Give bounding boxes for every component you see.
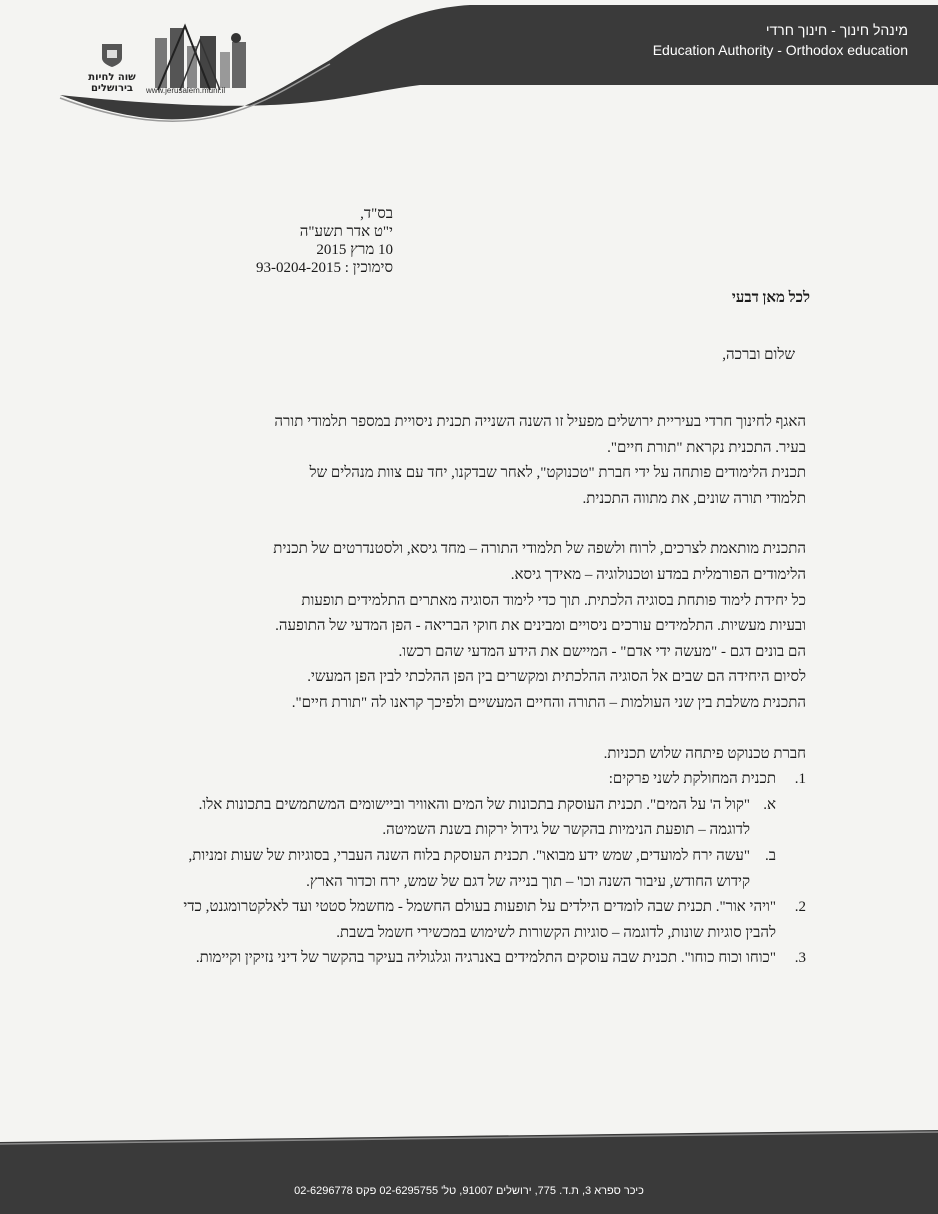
paragraph-approach bbox=[168, 537, 806, 716]
paragraph-line: התכנית משלבת בין שני העולמות – התורה והחיים המעשיים ולפיכך קראנו לה "תורת חיים". bbox=[291, 694, 806, 711]
programs-intro: חברת טכנוקט פיתחה שלוש תכניות. bbox=[603, 745, 806, 762]
program-text: "כוחו וכוח כוחו". תכנית שבה עוסקים התלמידים באנרגיה וגלגוליה בעיקר בהקשר של דיני נזיקין וקיימות. bbox=[195, 950, 776, 967]
paragraph-line: האגף לחינוך חרדי בעיריית ירושלים מפעיל זו השנה השנייה תכנית ניסויית במספר תלמודי תורה bbox=[274, 414, 806, 430]
letter-meta bbox=[173, 205, 393, 277]
footer-band bbox=[0, 1130, 938, 1214]
subitem-text: "עשה ירח למועדים, שמש ידע מבואו". תכנית העוסקת בלוח השנה העברי, בסוגיות של שעות זמניות, קידוש החודש, עיבור השנה וכו' – תוך בנייה של דגם של שמש, ירח וכדור הארץ. bbox=[188, 847, 750, 890]
paragraph-line: התכנית מותאמת לצרכים, לרוח ולשפה של תלמודי התורה – מחד גיסא, ולסטנדרטים של תכנית bbox=[273, 541, 806, 558]
jerusalem-emblem bbox=[88, 42, 136, 94]
program-item bbox=[168, 895, 806, 946]
program-item bbox=[168, 767, 806, 895]
emblem-caption: שוה לחיות בירושלים bbox=[88, 72, 136, 94]
program-text: תכנית המחולקת לשני פרקים: bbox=[608, 771, 776, 788]
greeting: שלום וברכה, bbox=[722, 347, 795, 363]
subitem-letter: א. bbox=[763, 796, 776, 813]
header-org-english: Education Authority - Orthodox education bbox=[652, 42, 908, 58]
footer-address: כיכר ספרא 3, ת.ד. 775, ירושלים 91007, טל' 02-6295755 פקס 02-6296778 bbox=[294, 1185, 644, 1197]
addressee: לכל מאן דבעי bbox=[731, 290, 810, 306]
letter-body bbox=[168, 410, 806, 972]
bsd-text: בס"ד, bbox=[360, 206, 393, 222]
paragraph-line: הם בונים דגם - "מעשה ידי אדם" - המיישם את הידע המדעי שהם רכשו. bbox=[398, 643, 806, 660]
paragraph-line: כל יחידת לימוד פותחת בסוגיה הלכתית. תוך כדי לימוד הסוגיה מאתרים התלמידים תופעות bbox=[301, 592, 806, 609]
paragraph-line: תכנית הלימודים פותחה על ידי חברת "טכנוקט", לאחר שבדקנו, יחד עם צוות מנהלים של bbox=[309, 465, 806, 482]
subitem-text: "קול ה' על המים". תכנית העוסקת בתכונות של המים והאוויר וביישומים המשתמשים בתכונות אלו. לדוגמה – תופעת הנימיות בהקשר של גידול ירקות בשנת השמיטה. bbox=[198, 796, 750, 839]
paragraph-line: ובעיות מעשיות. התלמידים עורכים ניסויים ומבינים את חוקי הבריאה - הפן המדעי של התופעה. bbox=[275, 618, 806, 635]
paragraph-line: לסיום היחידה הם שבים אל הסוגיה ההלכתית ומקשרים בין הפן ההלכתי לבין הפן המעשי. bbox=[307, 669, 806, 686]
programs-list bbox=[168, 767, 806, 972]
program-text: "ויהי אור". תכנית שבה לומדים הילדים על תופעות בעולם החשמל - מחשמל סטטי ועד לאלקטרומגנט, כדי להבין סוגיות שונות, לדוגמה – סוגיות הקשורות לשימוש במכשירי חשמל בשבת. bbox=[183, 899, 776, 941]
hebrew-date: י"ט אדר תשע"ה bbox=[299, 224, 393, 240]
paragraph-intro bbox=[168, 410, 806, 512]
paragraph-line: תלמודי תורה שונים, את מתווה התכנית. bbox=[582, 490, 806, 507]
program-item bbox=[168, 946, 806, 972]
program-number: 3. bbox=[794, 950, 806, 967]
header-org-hebrew: מינהל חינוך - חינוך חרדי bbox=[765, 22, 908, 38]
gregorian-date: 10 מרץ 2015 bbox=[316, 242, 393, 258]
program-number: 1. bbox=[794, 771, 806, 788]
header-org bbox=[653, 20, 908, 60]
paragraph-line: בעיר. התכנית נקראת "תורת חיים". bbox=[607, 439, 806, 456]
program-subitem bbox=[168, 844, 776, 895]
reference-number: סימוכין : 93-0204-2015 bbox=[256, 260, 393, 276]
subitem-letter: ב. bbox=[765, 847, 776, 864]
program-subitem bbox=[168, 793, 776, 844]
lion-emblem-icon bbox=[100, 42, 124, 68]
program-number: 2. bbox=[794, 899, 806, 916]
paragraph-line: הלימודים הפורמלית במדע וטכנולוגיה – מאידך גיסא. bbox=[510, 566, 806, 583]
municipality-url: www.jerusalem.muni.il bbox=[146, 86, 226, 95]
